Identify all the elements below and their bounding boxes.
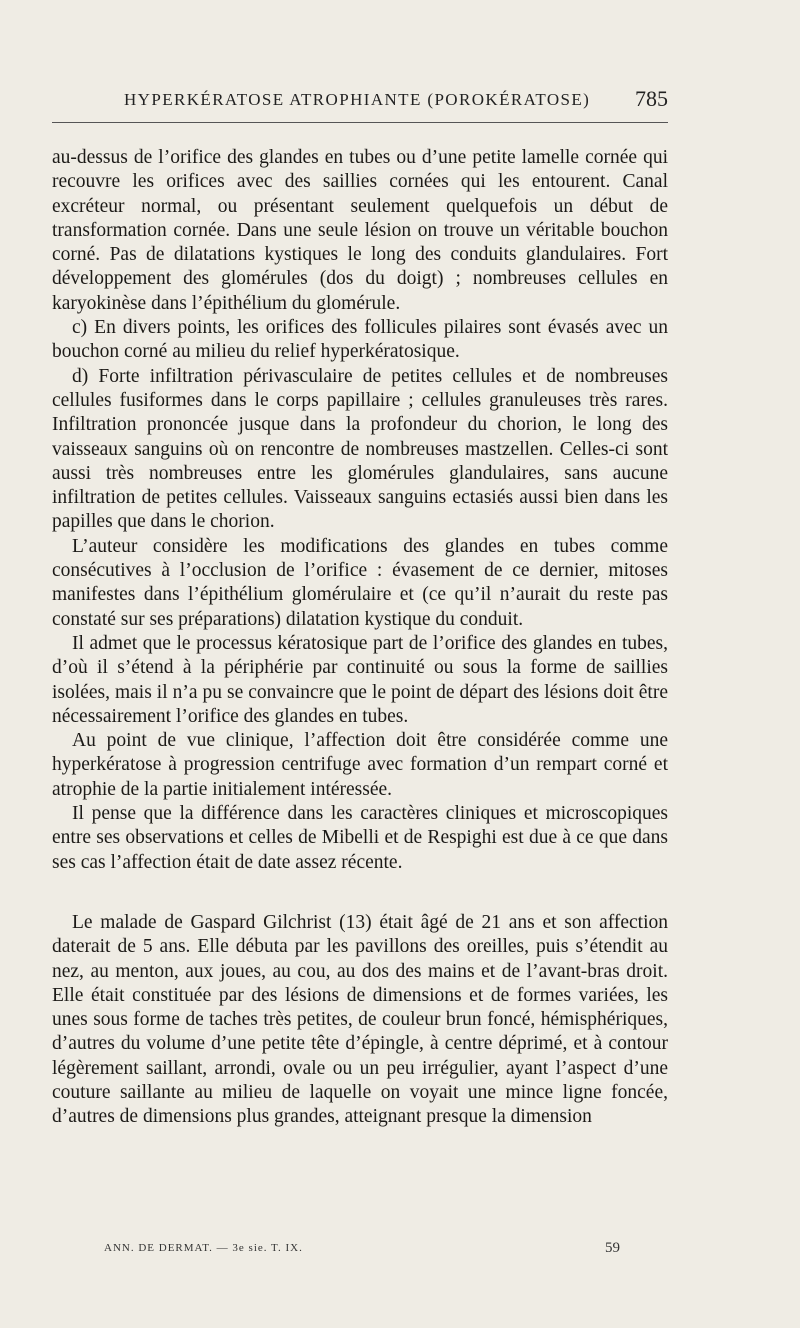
paragraph: Il pense que la différence dans les caractères cliniques et microscopiques entre ses observations et celles de Mibelli et de Respighi est due à ce que dans ses cas l’affection était de date assez récente. (52, 803, 668, 873)
signature-number: 59 (605, 1240, 620, 1256)
paragraph: Il admet que le processus kératosique part de l’orifice des glandes en tubes, d’où il s’étend à la périphérie par continuité ou sous la forme de saillies isolées, mais il n’a pu se convaincre que le point de départ des lésions doit être nécessairement l’orifice des glandes en tubes. (52, 632, 668, 727)
paragraph: au-dessus de l’orifice des glandes en tubes ou d’une petite lamelle cornée qui recouvre les orifices avec des saillies cornées qui les entourent. Canal excréteur normal, ou présentant seulement quelquefois un début de transformation cornée. Dans une seule lésion on trouve un véritable bouchon corné. Pas de dilatations kystiques le long des conduits glandulaires. Fort développement des glomérules (dos du doigt) ; nombreuses cellules en karyokinèse dans l’épithélium du glomérule. (52, 147, 668, 314)
page-number: 785 (635, 86, 668, 111)
body-text (52, 146, 668, 1130)
paragraph: Le malade de Gaspard Gilchrist (13) était âgé de 21 ans et son affection daterait de 5 ans. Elle débuta par les pavillons des oreilles, puis s’étendit au nez, au menton, aux joues, au cou, au dos des mains et de l’avant-bras droit. Elle était constituée par des lésions de dimensions et de formes variées, les unes sous forme de taches très petites, de couleur brun foncé, hémisphériques, d’autres du volume d’une petite tête d’épingle, à centre déprimé, et à contour légèrement saillant, arrondi, ovale ou un peu irrégulier, ayant l’aspect d’une couture saillante au milieu de laquelle on voyait une mince ligne foncée, d’autres de dimensions plus grandes, atteignant presque la dimension (52, 911, 668, 1128)
journal-signature: ANN. DE DERMAT. — 3e sie. T. IX. (104, 1242, 303, 1254)
running-header (52, 86, 668, 123)
paragraph: c) En divers points, les orifices des follicules pilaires sont évasés avec un bouchon corné au milieu du relief hyperkératosique. (52, 317, 668, 363)
paragraph: L’auteur considère les modifications des glandes en tubes comme consécutives à l’occlusion de l’orifice : évasement de ce dernier, mitoses manifestes dans l’épithélium glomérulaire et (ce qu’il n’aurait du reste pas constaté sur ses préparations) dilatation kystique du conduit. (52, 535, 668, 630)
paragraph: d) Forte infiltration périvasculaire de petites cellules et de nombreuses cellules fusiformes dans le corps papillaire ; cellules granuleuses très rares. Infiltration prononcée jusque dans la profondeur du chorion, le long des vaisseaux sanguins où on rencontre de nombreuses mastzellen. Celles-ci sont aussi très nombreuses entre les glomérules glandulaires, sans aucune infiltration de petites cellules. Vaisseaux sanguins ectasiés aussi bien dans les papilles que dans le chorion. (52, 365, 668, 533)
page-footer (52, 1240, 668, 1260)
running-title: HYPERKÉRATOSE ATROPHIANTE (POROKÉRATOSE) (124, 90, 591, 109)
paragraph: Au point de vue clinique, l’affection doit être considérée comme une hyperkératose à progression centrifuge avec formation d’un rempart corné et atrophie de la partie initialement intéressée. (52, 730, 668, 800)
